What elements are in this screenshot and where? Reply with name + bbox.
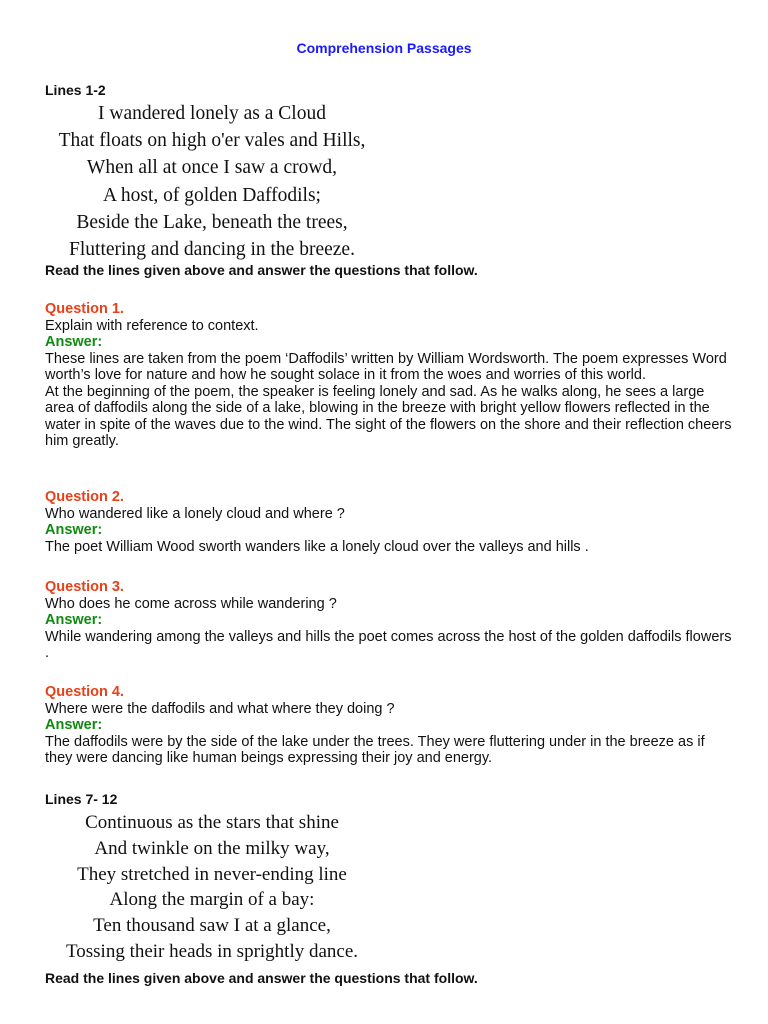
question-block-2 — [45, 489, 735, 555]
poem-line: Beside the Lake, beneath the trees, — [76, 211, 348, 233]
poem-line: I wandered lonely as a Cloud — [98, 103, 326, 124]
question-heading: Question 4. — [45, 684, 124, 700]
instruction-text-2: Read the lines given above and answer the questions that follow. — [45, 970, 478, 986]
poem-line: When all at once I saw a crowd, — [86, 157, 338, 179]
question-heading: Question 3. — [45, 579, 124, 595]
poem-line: They stretched in never-ending line — [77, 863, 347, 885]
answer-label: Answer: — [45, 612, 103, 628]
question-block-4 — [45, 684, 735, 767]
answer-paragraph: At the beginning of the poem, the speaker is feeling lonely and sad. As he walks along, he sees a large area of daffodils along the side of a lake, blowing in the breeze with bright yellow flowers reflected in the water in spite of the waves due to the wind. The sight of the flowers on the shore and their reflection cheers him greatly. — [45, 383, 732, 449]
poem-line: Continuous as the stars that shine — [85, 812, 339, 833]
answer-paragraph: The daffodils were by the side of the lake under the trees. They were fluttering under in the breeze as if they were dancing like human beings expressing their joy and energy. — [45, 733, 705, 766]
page-title: Comprehension Passages — [296, 40, 472, 56]
poem-line: That floats on high o'er vales and Hills, — [58, 130, 366, 152]
section-label-lines-1-2: Lines 1-2 — [45, 82, 106, 98]
poem-excerpt-1 — [0, 100, 424, 263]
question-block-1 — [45, 301, 735, 450]
instruction-text: Read the lines given above and answer the questions that follow. — [45, 262, 478, 278]
question-heading: Question 1. — [45, 301, 124, 317]
question-block-3 — [45, 579, 735, 662]
answer-paragraph: These lines are taken from the poem ‘Daffodils’ written by William Wordsworth. The poem expresses Word worth’s love for nature and how he sought solace in it from the woes and worries of this world. — [45, 350, 727, 383]
poem-line: Along the margin of a bay: — [109, 889, 315, 911]
question-text: Where were the daffodils and what where they doing ? — [45, 700, 395, 717]
question-text: Who wandered like a lonely cloud and where ? — [45, 505, 345, 522]
poem-excerpt-2 — [0, 810, 424, 965]
answer-label: Answer: — [45, 717, 103, 733]
question-text: Who does he come across while wandering ? — [45, 595, 337, 612]
poem-line: Ten thousand saw I at a glance, — [93, 915, 331, 937]
answer-paragraph: While wandering among the valleys and hills the poet comes across the host of the golden daffodils flowers . — [45, 628, 732, 661]
poem-line: And twinkle on the milky way, — [94, 837, 330, 859]
section-label-lines-7-12: Lines 7- 12 — [45, 791, 118, 807]
question-text: Explain with reference to context. — [45, 317, 259, 334]
poem-line: Tossing their heads in sprightly dance. — [65, 940, 359, 962]
answer-label: Answer: — [45, 334, 103, 350]
answer-paragraph: The poet William Wood sworth wanders like a lonely cloud over the valleys and hills . — [45, 538, 589, 555]
answer-label: Answer: — [45, 522, 103, 538]
poem-line: A host, of golden Daffodils; — [103, 184, 321, 206]
question-heading: Question 2. — [45, 489, 124, 505]
poem-line: Fluttering and dancing in the breeze. — [69, 239, 355, 261]
